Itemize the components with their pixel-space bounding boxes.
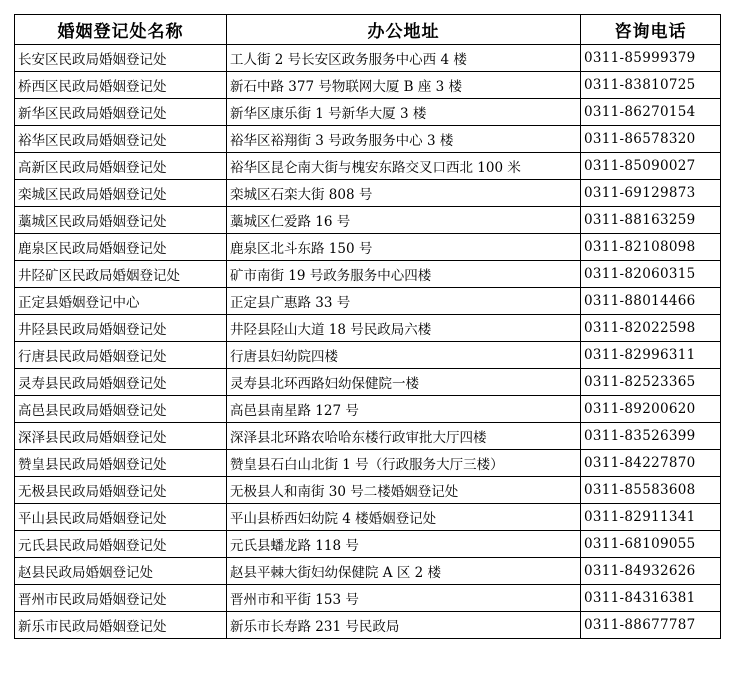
registry-name-cell: 高邑县民政局婚姻登记处 [15, 396, 227, 423]
address-cell: 元氏县蟠龙路 118 号 [227, 531, 581, 558]
phone-cell: 0311-84932626 [581, 558, 721, 585]
marriage-registry-table [14, 14, 721, 639]
table-row [15, 558, 721, 585]
address-cell: 晋州市和平街 153 号 [227, 585, 581, 612]
phone-cell: 0311-83810725 [581, 72, 721, 99]
table-row [15, 450, 721, 477]
registry-name-cell: 新乐市民政局婚姻登记处 [15, 612, 227, 639]
address-cell: 鹿泉区北斗东路 150 号 [227, 234, 581, 261]
registry-name-cell: 平山县民政局婚姻登记处 [15, 504, 227, 531]
table-row [15, 369, 721, 396]
phone-cell: 0311-85090027 [581, 153, 721, 180]
registry-name-cell: 无极县民政局婚姻登记处 [15, 477, 227, 504]
phone-cell: 0311-85999379 [581, 45, 721, 72]
phone-cell: 0311-88163259 [581, 207, 721, 234]
phone-cell: 0311-68109055 [581, 531, 721, 558]
registry-name-cell: 灵寿县民政局婚姻登记处 [15, 369, 227, 396]
table-row [15, 207, 721, 234]
address-cell: 工人街 2 号长安区政务服务中心西 4 楼 [227, 45, 581, 72]
address-cell: 灵寿县北环西路妇幼保健院一楼 [227, 369, 581, 396]
phone-cell: 0311-85583608 [581, 477, 721, 504]
registry-name-cell: 元氏县民政局婚姻登记处 [15, 531, 227, 558]
phone-cell: 0311-88014466 [581, 288, 721, 315]
phone-cell: 0311-86578320 [581, 126, 721, 153]
phone-cell: 0311-82996311 [581, 342, 721, 369]
table-row [15, 45, 721, 72]
address-cell: 高邑县南星路 127 号 [227, 396, 581, 423]
table-row [15, 72, 721, 99]
address-cell: 深泽县北环路农哈哈东楼行政审批大厅四楼 [227, 423, 581, 450]
address-cell: 栾城区石栾大街 808 号 [227, 180, 581, 207]
address-cell: 正定县广惠路 33 号 [227, 288, 581, 315]
phone-cell: 0311-82060315 [581, 261, 721, 288]
registry-name-cell: 藁城区民政局婚姻登记处 [15, 207, 227, 234]
registry-name-cell: 正定县婚姻登记中心 [15, 288, 227, 315]
phone-cell: 0311-84227870 [581, 450, 721, 477]
column-header-name: 婚姻登记处名称 [15, 15, 227, 45]
address-cell: 赞皇县石白山北街 1 号（行政服务大厅三楼） [227, 450, 581, 477]
address-cell: 新乐市长寿路 231 号民政局 [227, 612, 581, 639]
phone-cell: 0311-69129873 [581, 180, 721, 207]
phone-cell: 0311-89200620 [581, 396, 721, 423]
phone-cell: 0311-82022598 [581, 315, 721, 342]
registry-name-cell: 高新区民政局婚姻登记处 [15, 153, 227, 180]
phone-cell: 0311-82523365 [581, 369, 721, 396]
table-row [15, 234, 721, 261]
registry-name-cell: 深泽县民政局婚姻登记处 [15, 423, 227, 450]
address-cell: 行唐县妇幼院四楼 [227, 342, 581, 369]
table-row [15, 396, 721, 423]
phone-cell: 0311-86270154 [581, 99, 721, 126]
phone-cell: 0311-88677787 [581, 612, 721, 639]
table-header-row [15, 15, 721, 45]
registry-name-cell: 裕华区民政局婚姻登记处 [15, 126, 227, 153]
table-row [15, 612, 721, 639]
registry-name-cell: 井陉县民政局婚姻登记处 [15, 315, 227, 342]
table-row [15, 153, 721, 180]
table-row [15, 315, 721, 342]
table-row [15, 288, 721, 315]
address-cell: 新石中路 377 号物联网大厦 B 座 3 楼 [227, 72, 581, 99]
table-row [15, 477, 721, 504]
registry-name-cell: 赵县民政局婚姻登记处 [15, 558, 227, 585]
registry-name-cell: 鹿泉区民政局婚姻登记处 [15, 234, 227, 261]
table-body [15, 45, 721, 639]
table-row [15, 99, 721, 126]
phone-cell: 0311-83526399 [581, 423, 721, 450]
table-row [15, 504, 721, 531]
table-row [15, 585, 721, 612]
address-cell: 井陉县陉山大道 18 号民政局六楼 [227, 315, 581, 342]
phone-cell: 0311-82108098 [581, 234, 721, 261]
column-header-phone: 咨询电话 [581, 15, 721, 45]
registry-name-cell: 新华区民政局婚姻登记处 [15, 99, 227, 126]
table-row [15, 126, 721, 153]
phone-cell: 0311-84316381 [581, 585, 721, 612]
address-cell: 新华区康乐街 1 号新华大厦 3 楼 [227, 99, 581, 126]
address-cell: 赵县平棘大街妇幼保健院 A 区 2 楼 [227, 558, 581, 585]
address-cell: 裕华区昆仑南大街与槐安东路交叉口西北 100 米 [227, 153, 581, 180]
address-cell: 矿市南街 19 号政务服务中心四楼 [227, 261, 581, 288]
phone-cell: 0311-82911341 [581, 504, 721, 531]
marriage-registry-table-container [14, 14, 720, 639]
table-row [15, 423, 721, 450]
table-row [15, 531, 721, 558]
registry-name-cell: 栾城区民政局婚姻登记处 [15, 180, 227, 207]
registry-name-cell: 晋州市民政局婚姻登记处 [15, 585, 227, 612]
address-cell: 平山县桥西妇幼院 4 楼婚姻登记处 [227, 504, 581, 531]
registry-name-cell: 长安区民政局婚姻登记处 [15, 45, 227, 72]
table-row [15, 180, 721, 207]
table-row [15, 342, 721, 369]
registry-name-cell: 行唐县民政局婚姻登记处 [15, 342, 227, 369]
table-row [15, 261, 721, 288]
address-cell: 藁城区仁爱路 16 号 [227, 207, 581, 234]
registry-name-cell: 桥西区民政局婚姻登记处 [15, 72, 227, 99]
column-header-address: 办公地址 [227, 15, 581, 45]
registry-name-cell: 赞皇县民政局婚姻登记处 [15, 450, 227, 477]
registry-name-cell: 井陉矿区民政局婚姻登记处 [15, 261, 227, 288]
address-cell: 裕华区裕翔街 3 号政务服务中心 3 楼 [227, 126, 581, 153]
address-cell: 无极县人和南街 30 号二楼婚姻登记处 [227, 477, 581, 504]
